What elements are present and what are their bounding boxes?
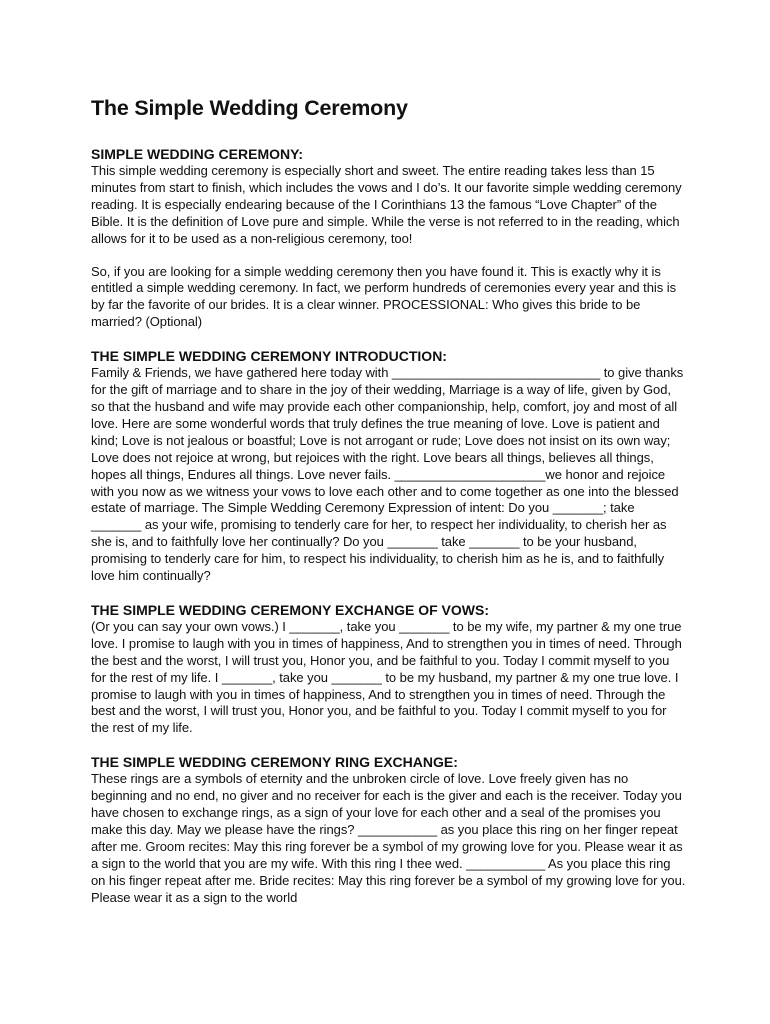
- section-heading: THE SIMPLE WEDDING CEREMONY INTRODUCTION:: [91, 348, 447, 365]
- section-simple-wedding-ceremony: [91, 146, 686, 331]
- section-paragraph: These rings are a symbols of eternity and the unbroken circle of love. Love freely given has no beginning and no end, no giver and no receiver for each is the giver and each is the receiver. Today you have chosen to exchange rings, as a sign of your love for each other and a seal of the promises you make this day. May we please have the rings? ___________ as you place this ring on her finger repeat after me. Groom recites: May this ring forever be a symbol of my growing love for you. Please wear it as a sign to the world that you are my wife. With this ring I thee wed. ___________ As you place this ring on his finger repeat after me. Bride recites: May this ring forever be a symbol of my growing love for you. Please wear it as a sign to the world: [91, 771, 686, 905]
- document-title: The Simple Wedding Ceremony: [91, 96, 408, 120]
- section-heading: THE SIMPLE WEDDING CEREMONY EXCHANGE OF VOWS:: [91, 601, 489, 618]
- section-paragraph: (Or you can say your own vows.) I _______, take you _______ to be my wife, my partner & my one true love. I promise to laugh with you in times of happiness, And to strengthen you in times of need. Through the best and the worst, I will trust you, Honor you, and be faithful to you. Today I commit myself to you for the rest of my life. I _______, take you _______ to be my husband, my partner & my one true love. I promise to laugh with you in times of happiness, And to strengthen you in times of need. Through the best and the worst, I will trust you, Honor you, and be faithful to you. Today I commit myself to you for the rest of my life.: [91, 618, 682, 736]
- document-page: [91, 93, 686, 907]
- section-paragraph: This simple wedding ceremony is especially short and sweet. The entire reading takes less than 15 minutes from start to finish, which includes the vows and I do’s. It our favorite simple wedding ceremony reading. It is especially endearing because of the I Corinthians 13 the famous “Love Chapter” of the Bible. It is the definition of Love pure and simple. While the verse is not referred to in the reading, which allows for it to be used as a non-religious ceremony, too!: [91, 163, 682, 246]
- section-introduction: [91, 348, 686, 585]
- section-paragraph: So, if you are looking for a simple wedding ceremony then you have found it. This is exactly why it is entitled a simple wedding ceremony. In fact, we perform hundreds of ceremonies every year and this is by far the favorite of our brides. It is a clear winner. PROCESSIONAL: Who gives this bride to be married? (Optional): [91, 263, 677, 330]
- section-ring-exchange: [91, 754, 686, 906]
- section-heading: THE SIMPLE WEDDING CEREMONY RING EXCHANGE:: [91, 754, 458, 771]
- section-heading: SIMPLE WEDDING CEREMONY:: [91, 146, 304, 162]
- section-paragraph: Family & Friends, we have gathered here today with _____________________________ to give thanks for the gift of marriage and to share in the joy of their wedding, Marriage is a way of life, given by God, so that the husband and wife may provide each other companionship, help, comfort, joy and most of all love. Here are some wonderful words that truly defines the true meaning of love. Love is patient and kind; Love is not jealous or boastful; Love is not arrogant or rude; Love does not insist on its own way; Love does not rejoice at wrong, but rejoices with the right. Love bears all things, believes all things, hopes all things, Endures all things. Love never fails. _____________________we honor and rejoice with you now as we witness your vows to love each other and to come together as one into the blessed estate of marriage. The Simple Wedding Ceremony Expression of intent: Do you _______; take _______ as your wife, promising to tenderly care for her, to respect her individuality, to cherish her as she is, and to faithfully love her continually? Do you _______ take _______ to be your husband, promising to tenderly care for him, to respect his individuality, to cherish him as he is, and to faithfully love him continually?: [91, 365, 684, 584]
- section-exchange-of-vows: [91, 602, 686, 737]
